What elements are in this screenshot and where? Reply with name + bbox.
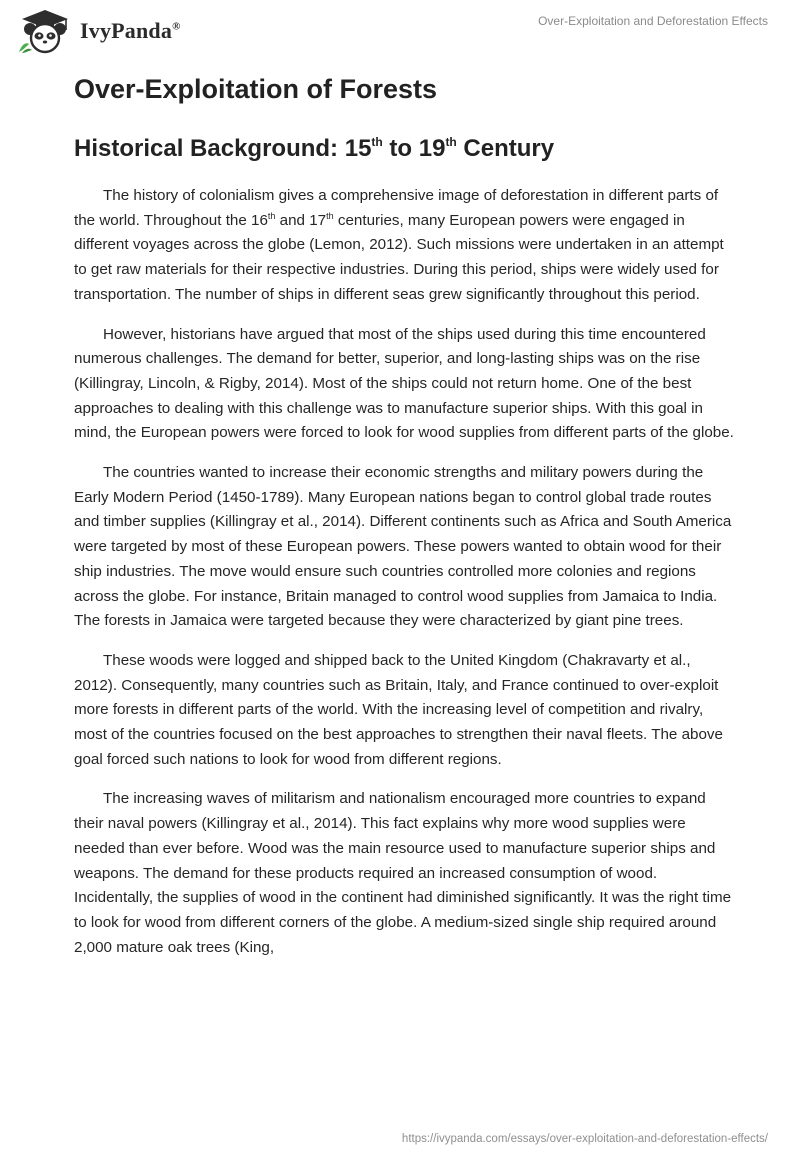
section-heading: Historical Background: 15th to 19th Century <box>74 135 555 162</box>
registered-mark: ® <box>172 20 181 33</box>
brand-name: IvyPanda® <box>80 18 181 43</box>
paragraph-4: These woods were logged and shipped back to the United Kingdom (Chakravarty et al., 2012). Consequently, many countries such as Britain, Italy, and France continued to over-exploit more forests in different parts of the world. With the increasing level of competition and rivalry, most of the countries focused on the best approaches to strengthen their naval fleets. The above goal forced such nations to look for wood from different regions. <box>74 651 723 768</box>
source-url-link[interactable]: https://ivypanda.com/essays/over-exploitation-and-deforestation-effects/ <box>401 1133 768 1145</box>
document-title: Over-Exploitation and Deforestation Effects <box>538 14 768 28</box>
paragraph-3: The countries wanted to increase their economic strengths and military powers during the Early Modern Period (1450-1789). Many European nations began to control global trade routes and timber supplies (Killingray et al., 2014). Different continents such as Africa and South America were targeted by most of these European powers. These powers wanted to obtain wood for their ship industries. The move would ensure such countries controlled more colonies and regions across the globe. For instance, Britain managed to control wood supplies from Jamaica to India. The forests in Jamaica were targeted because they were characterized by giant pine trees. <box>74 464 732 630</box>
panda-mascot-icon <box>16 8 74 54</box>
paragraph-1: The history of colonialism gives a comprehensive image of deforestation in different parts of the world. Throughout the 16th and 17th centuries, many European powers were engaged in different voyages across the globe (Lemon, 2012). Such missions were undertaken in an attempt to get raw materials for their respective industries. During this period, ships were widely used for transportation. The number of ships in different seas grew significantly throughout this period. <box>74 187 724 303</box>
paragraph-2: However, historians have argued that most of the ships used during this time encountered numerous challenges. The demand for better, superior, and long-lasting ships was on the rise (Killingray, Lincoln, & Rigby, 2014). Most of the ships could not return home. One of the best approaches to dealing with this challenge was to manufacture superior ships. With this goal in mind, the European powers were forced to look for wood supplies from different parts of the globe. <box>74 325 734 442</box>
page-header <box>0 0 800 60</box>
article-body <box>74 184 734 975</box>
paragraph-5: The increasing waves of militarism and nationalism encouraged more countries to expand their naval powers (Killingray et al., 2014). This fact explains why more wood supplies were needed than ever before. Wood was the main resource used to manufacture superior ships and weapons. The demand for these products required an increased consumption of wood. Incidentally, the supplies of wood in the continent had diminished significantly. It was the right time to look for wood from different corners of the globe. A medium-sized single ship required around 2,000 mature oak trees (King, <box>74 790 732 956</box>
page-title: Over-Exploitation of Forests <box>74 74 438 104</box>
ivypanda-logo[interactable] <box>16 8 181 54</box>
